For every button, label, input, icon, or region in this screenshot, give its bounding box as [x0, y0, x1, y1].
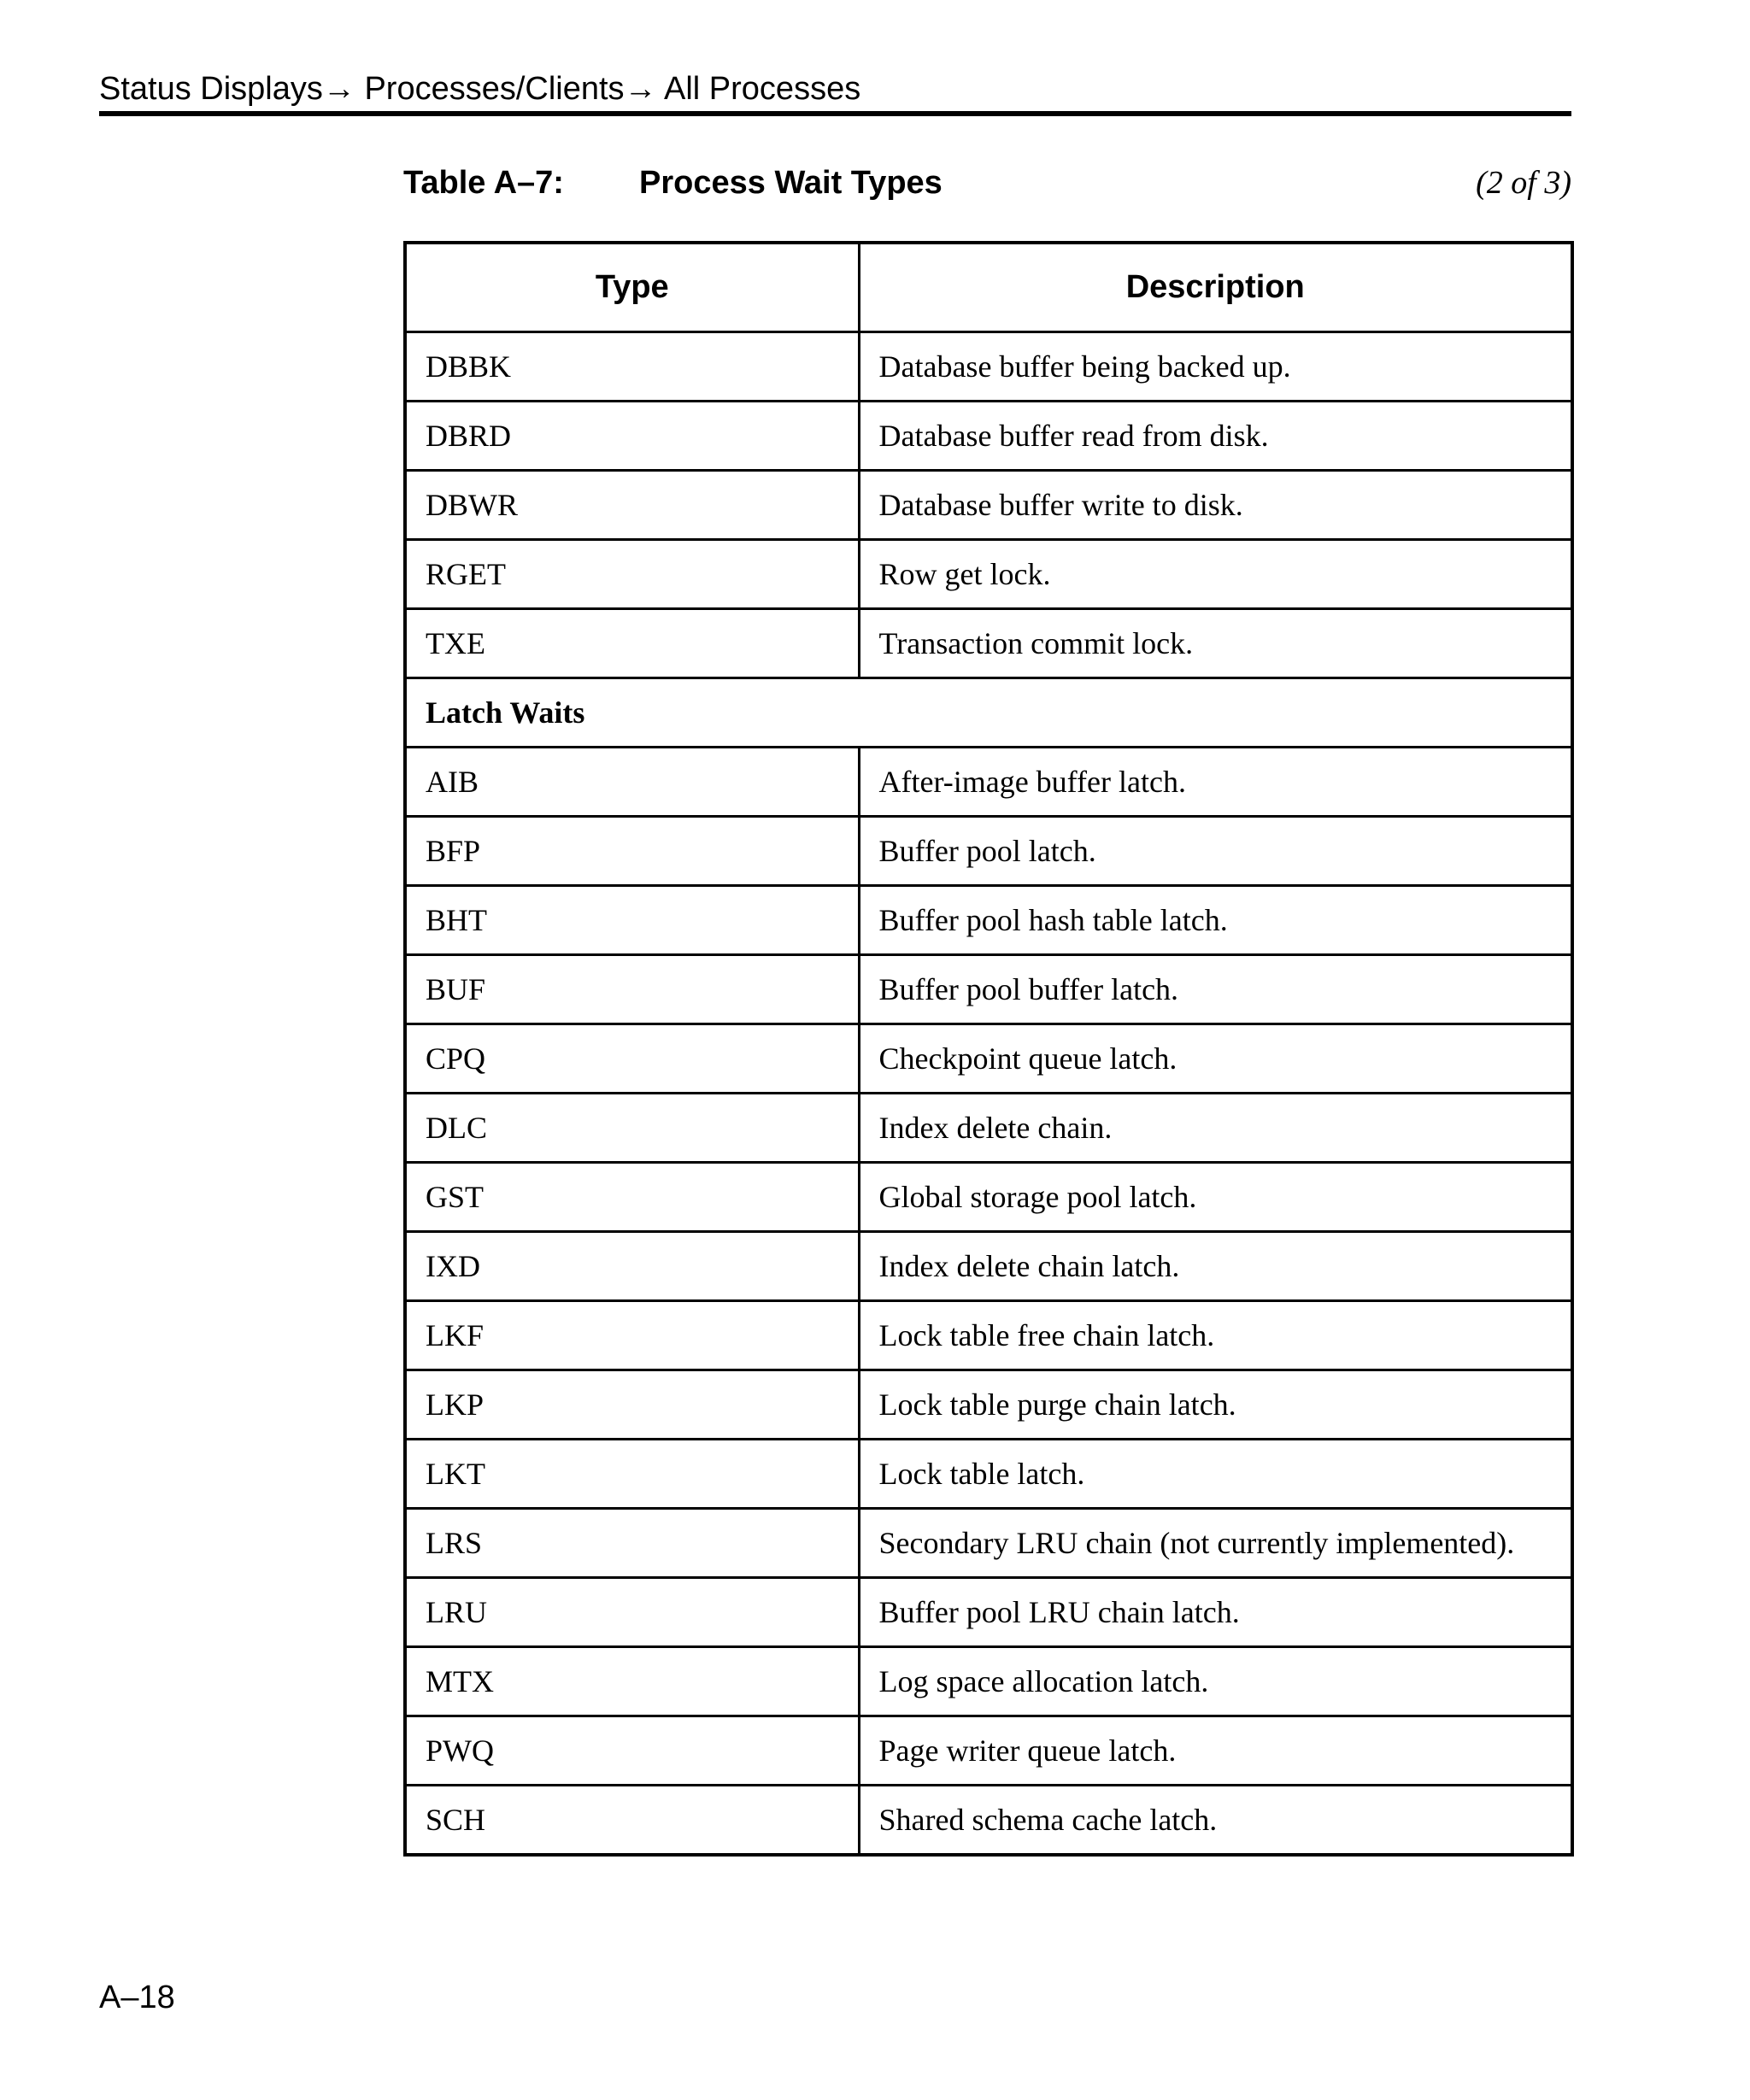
table-row	[405, 748, 1572, 817]
process-wait-types-table	[403, 241, 1574, 1857]
table-row	[405, 1578, 1572, 1647]
type-cell: BFP	[405, 817, 859, 886]
table-row	[405, 1786, 1572, 1856]
table-row	[405, 1301, 1572, 1370]
table-row	[405, 886, 1572, 955]
table-row	[405, 540, 1572, 609]
type-cell: DLC	[405, 1094, 859, 1163]
section-heading: Latch Waits	[405, 678, 1572, 748]
type-cell: LRS	[405, 1509, 859, 1578]
description-cell: Buffer pool buffer latch.	[859, 955, 1572, 1024]
description-cell: Buffer pool latch.	[859, 817, 1572, 886]
column-header-description: Description	[859, 243, 1572, 332]
description-cell: Log space allocation latch.	[859, 1647, 1572, 1716]
table-row	[405, 1232, 1572, 1301]
table-row	[405, 817, 1572, 886]
table-number: Table A–7:	[403, 165, 564, 201]
table-row	[405, 1440, 1572, 1509]
type-cell: SCH	[405, 1786, 859, 1856]
type-cell: PWQ	[405, 1716, 859, 1786]
table-row	[405, 1509, 1572, 1578]
type-cell: CPQ	[405, 1024, 859, 1094]
description-cell: Secondary LRU chain (not currently implemented).	[859, 1509, 1572, 1578]
description-cell: Lock table free chain latch.	[859, 1301, 1572, 1370]
table-row	[405, 609, 1572, 678]
table-row	[405, 471, 1572, 540]
description-cell: Transaction commit lock.	[859, 609, 1572, 678]
table-caption	[403, 159, 1571, 207]
table-row	[405, 332, 1572, 402]
type-cell: IXD	[405, 1232, 859, 1301]
type-cell: AIB	[405, 748, 859, 817]
table-row	[405, 1647, 1572, 1716]
type-cell: BHT	[405, 886, 859, 955]
description-cell: Index delete chain.	[859, 1094, 1572, 1163]
table-title: Process Wait Types	[639, 165, 943, 201]
description-cell: Buffer pool LRU chain latch.	[859, 1578, 1572, 1647]
header-rule	[99, 111, 1571, 116]
type-cell: TXE	[405, 609, 859, 678]
type-cell: LKP	[405, 1370, 859, 1440]
description-cell: Page writer queue latch.	[859, 1716, 1572, 1786]
description-cell: Checkpoint queue latch.	[859, 1024, 1572, 1094]
description-cell: After-image buffer latch.	[859, 748, 1572, 817]
description-cell: Buffer pool hash table latch.	[859, 886, 1572, 955]
table-page-indicator: (2 of 3)	[1476, 165, 1571, 201]
breadcrumb: Status Displays→ Processes/Clients→ All Processes	[99, 71, 861, 107]
description-cell: Database buffer being backed up.	[859, 332, 1572, 402]
description-cell: Database buffer write to disk.	[859, 471, 1572, 540]
description-cell: Lock table purge chain latch.	[859, 1370, 1572, 1440]
table-row	[405, 1163, 1572, 1232]
table-row	[405, 1716, 1572, 1786]
table-row	[405, 1370, 1572, 1440]
table-row	[405, 955, 1572, 1024]
type-cell: GST	[405, 1163, 859, 1232]
type-cell: LKF	[405, 1301, 859, 1370]
description-cell: Database buffer read from disk.	[859, 402, 1572, 471]
type-cell: LKT	[405, 1440, 859, 1509]
type-cell: DBWR	[405, 471, 859, 540]
type-cell: DBRD	[405, 402, 859, 471]
table-row	[405, 402, 1572, 471]
type-cell: LRU	[405, 1578, 859, 1647]
column-header-type: Type	[405, 243, 859, 332]
table-row	[405, 1024, 1572, 1094]
section-row	[405, 678, 1572, 748]
type-cell: BUF	[405, 955, 859, 1024]
description-cell: Index delete chain latch.	[859, 1232, 1572, 1301]
table-body	[405, 332, 1572, 1856]
description-cell: Lock table latch.	[859, 1440, 1572, 1509]
type-cell: RGET	[405, 540, 859, 609]
type-cell: DBBK	[405, 332, 859, 402]
page-number: A–18	[99, 1980, 175, 2015]
table-header-row	[405, 243, 1572, 332]
description-cell: Row get lock.	[859, 540, 1572, 609]
table-row	[405, 1094, 1572, 1163]
description-cell: Global storage pool latch.	[859, 1163, 1572, 1232]
description-cell: Shared schema cache latch.	[859, 1786, 1572, 1856]
type-cell: MTX	[405, 1647, 859, 1716]
